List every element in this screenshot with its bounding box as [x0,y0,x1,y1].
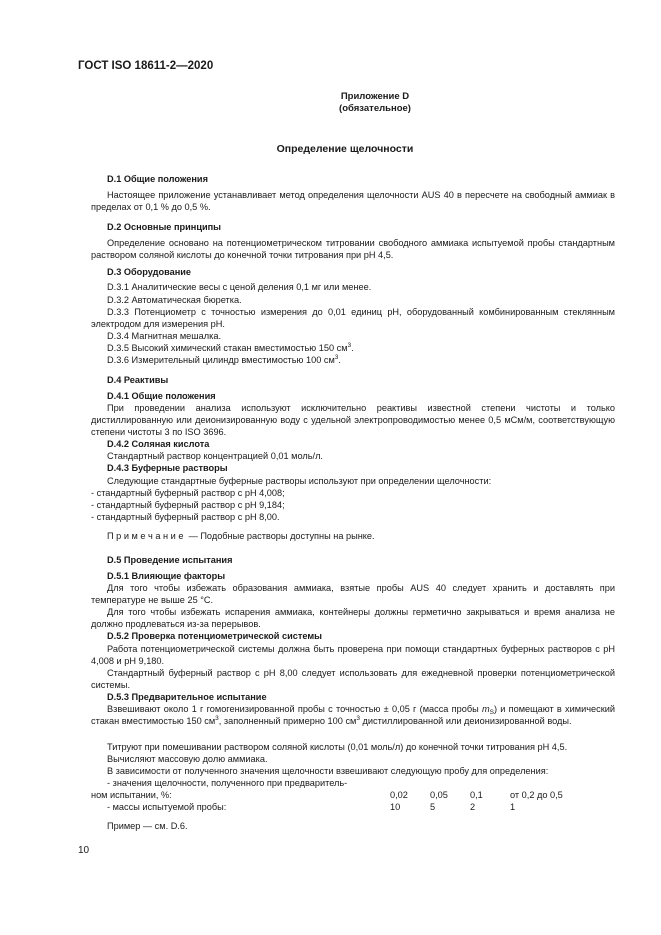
annex-name: Приложение D [340,91,410,102]
section-d1-text: Настоящее приложение устанавливает метод определения щелочности AUS 40 в пересчете на свободный аммиак в пределах от 0,1 % до 0,5 %. [91,190,615,212]
d53-text: Вычисляют массовую долю аммиака. [107,754,268,764]
d3-item-text: D.3.5 Высокий химический стакан вместимостью 150 см [107,343,348,353]
row2-value: 1 [510,802,516,812]
page-title: Определение щелочности [276,143,414,155]
row1-value: 0,1 [470,790,483,800]
d53-text [91,703,615,727]
row1-value: 0,02 [390,790,408,800]
page-number: 10 [78,845,90,856]
d53-text-part: ) и помещают в химический стакан вместимостью 150 см [91,704,615,726]
d3-item: D.3.6 Измерительный цилиндр вместимостью 100 $см^3$. [107,354,341,365]
d41-text: При проведении анализа используют исключительно реактивы известной степени чистоты и только дистиллированную или деионизированную воду с удельной электропроводимостью менее 0,5 мСм/м, соответствующую степени чистоты 3 по ISO 3696. [91,403,615,437]
d51-text: Для того чтобы избежать образования аммиака, взятые пробы AUS 40 следует хранить и доставлять при температуре не выше 25 °С. [91,583,615,605]
d3-item: D.3.3 Потенциометр с точностью измерения до 0,01 единиц pH, оборудованный комбинированным стеклянным электродом для измерения pH. [91,307,615,329]
d53-text: Титруют при помешивании раствором соляной кислоты (0,01 моль/л) до конечной точки титрования pH 4,5. [107,742,568,752]
d53-text-part: , заполненный примерно 100 см [218,716,357,726]
row2-value: 10 [390,802,401,812]
row2-value: 5 [430,802,436,812]
mass-symbol: m [481,704,490,714]
row1-label: ном испытании, %: [91,790,172,800]
d3-item-text: D.3.6 Измерительный цилиндр вместимостью 100 см [107,355,335,365]
row1-value: от 0,2 до 0,5 [510,790,563,800]
d3-item: D.3.4 Магнитная мешалка. [107,331,222,341]
annex-status: (обязательное) [339,103,411,114]
d52-text: Стандартный буферный раствор с pH 8,00 следует использовать для ежедневной проверки потенциометрической системы. [91,668,615,690]
buffer-list-item: - стандартный буферный раствор с pH 9,184; [91,500,285,510]
superscript: 3 [334,354,339,361]
d53-text-part: дистиллированной или деионизированной воды. [359,716,572,726]
d42-text: Стандартный раствор концентрацией 0,01 моль/л. [107,451,323,461]
section-d4-heading: D.4 Реактивы [107,375,169,385]
d3-item: D.3.2 Автоматическая бюретка. [107,295,242,305]
row2-label: - массы испытуемой пробы: [107,802,227,812]
section-d2-heading: D.2 Основные принципы [107,222,222,232]
d3-item: D.3.5 Высокий химический стакан вместимостью 150 $см^3$. [107,342,354,353]
d52-text: Работа потенциометрической системы должна быть проверена при помощи стандартных буферных растворов с pH 4,008 и pH 9,180. [91,644,615,666]
d3-item: D.3.1 Аналитические весы с ценой деления 0,1 мг или менее. [107,282,372,292]
d43-text: Следующие стандартные буферные растворы используют при определении щелочности: [107,476,492,486]
d51-heading: D.5.1 Влияющие факторы [107,571,226,581]
buffer-list-item: - стандартный буферный раствор с pH 4,008; [91,488,285,498]
row2-value: 2 [470,802,476,812]
note [107,530,375,542]
d43-heading: D.4.3 Буферные растворы [107,463,228,473]
d53-text: В зависимости от полученного значения щелочности взвешивают следующую пробу для определения: [107,766,549,776]
superscript: 3 [347,342,352,349]
section-d2-text: Определение основано на потенциометрическом титровании свободного аммиака испытуемой пробы стандартным раствором соляной кислоты до конечной точки титрования при pH 4,5. [91,238,615,260]
note-text: — Подобные растворы доступны на рынке. [188,531,375,541]
superscript: 3 [215,715,219,722]
d53-heading: D.5.3 Предварительное испытание [107,692,267,702]
note-label: П р и м е ч а н и е [107,531,184,541]
section-d3-heading: D.3 Оборудование [107,267,192,277]
row1-label: - значения щелочности, полученного при предваритель- [107,778,348,788]
row1-value: 0,05 [430,790,448,800]
d52-heading: D.5.2 Проверка потенциометрической системы [107,631,322,641]
standard-header: ГОСТ ISO 18611-2—2020 [78,60,214,72]
d41-heading: D.4.1 Общие положения [107,391,216,401]
d42-heading: D.4.2 Соляная кислота [107,439,210,449]
section-d1-heading: D.1 Общие положения [107,174,208,184]
d53-text-part: Взвешивают около 1 г гомогенизированной пробы с точностью ± 0,05 г (масса пробы [107,704,482,714]
buffer-list-item: - стандартный буферный раствор с pH 8,00. [91,512,280,522]
superscript: 3 [356,715,360,722]
section-d5-heading: D.5 Проведение испытания [107,555,233,565]
d51-text: Для того чтобы избежать испарения аммиака, контейнеры должны герметично закрываться и время анализа не должно продлеваться из-за перерывов. [91,607,615,629]
example-reference: Пример — см. D.6. [107,821,188,831]
subscript: S [489,709,494,716]
